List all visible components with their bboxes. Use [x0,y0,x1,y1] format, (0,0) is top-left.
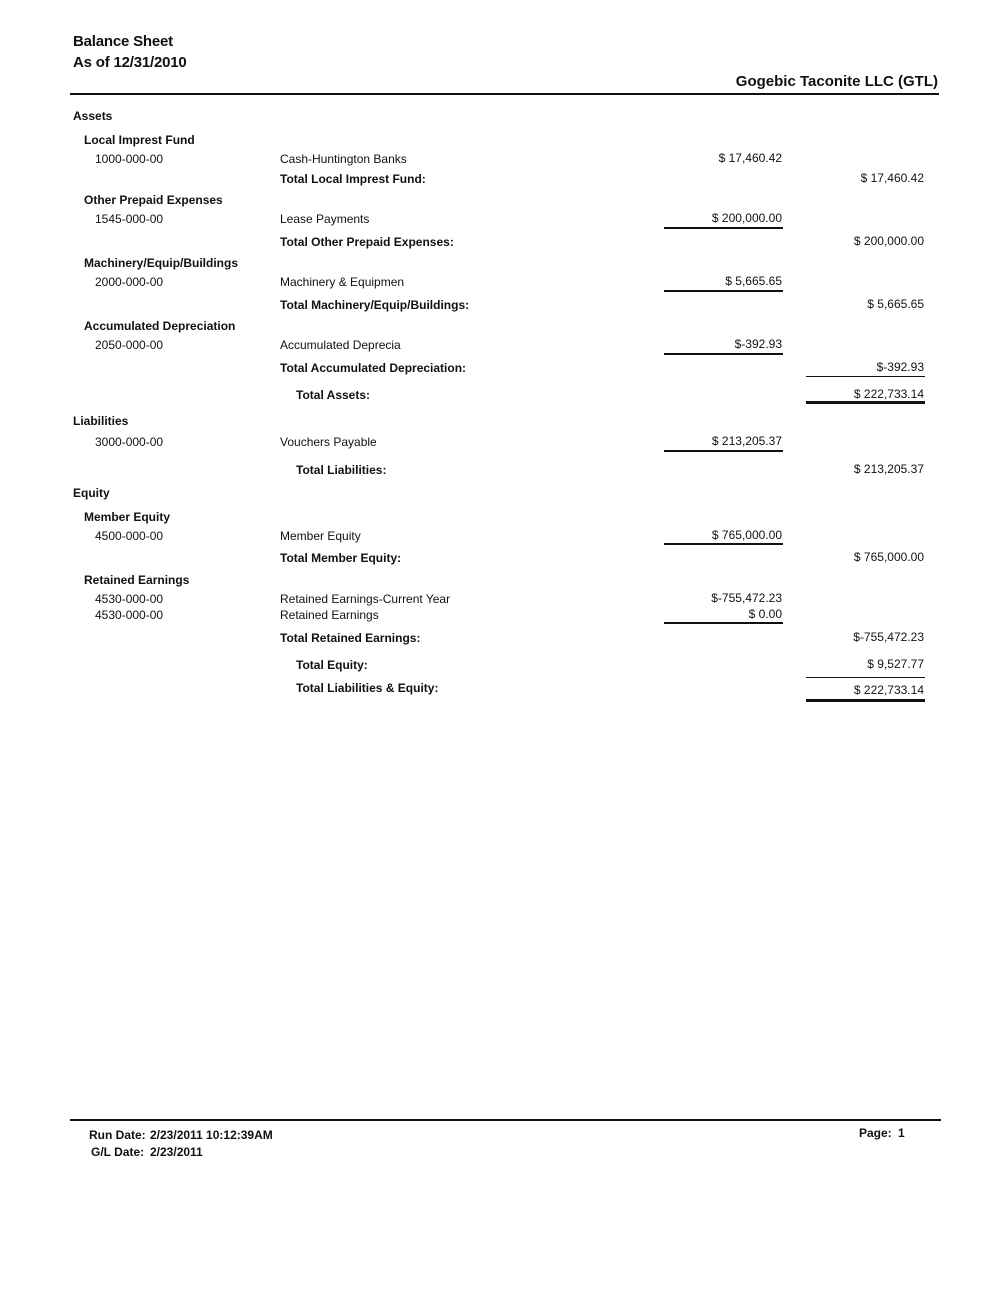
subtotal-rule [664,227,783,229]
header-rule [70,93,939,95]
total-label: Total Other Prepaid Expenses: [280,235,454,249]
total-liabilities-equity: $ 222,733.14 [853,683,924,697]
double-rule [806,401,925,404]
account-description: Lease Payments [280,212,370,226]
gl-date-label: G/L Date: [91,1145,145,1159]
account-number: 2050-000-00 [95,338,164,352]
report-date: As of 12/31/2010 [73,54,187,71]
account-number: 3000-000-00 [95,435,164,449]
double-rule [806,699,925,702]
account-amount: $ 0.00 [748,607,782,621]
group-member-equity: Member Equity [84,510,171,524]
total-label: Total Accumulated Depreciation: [280,361,467,375]
group-total: $ 5,665.65 [867,297,924,311]
total-liabilities-equity-label: Total Liabilities & Equity: [296,681,439,695]
account-amount: $ 17,460.42 [718,151,782,165]
group-total: $ 200,000.00 [853,234,924,248]
group-total: $ 17,460.42 [860,171,924,185]
group-machinery: Machinery/Equip/Buildings [84,256,239,270]
total-label: Total Machinery/Equip/Buildings: [280,298,470,312]
group-retained-earnings: Retained Earnings [84,573,190,587]
group-prepaid: Other Prepaid Expenses [84,193,223,207]
account-number: 4530-000-00 [95,608,164,622]
gl-date: 2/23/2011 [150,1145,203,1159]
account-description: Accumulated Deprecia [280,338,401,352]
account-description: Retained Earnings [280,608,379,622]
subtotal-rule [664,290,783,292]
run-date-label: Run Date: [89,1128,146,1142]
subtotal-rule [664,450,783,452]
total-equity-label: Total Equity: [296,658,368,672]
subtotal-rule [664,543,783,545]
account-number: 4530-000-00 [95,592,164,606]
account-number: 1000-000-00 [95,152,164,166]
liabilities-heading: Liabilities [73,414,129,428]
account-description: Cash-Huntington Banks [280,152,407,166]
group-total: $-755,472.23 [853,630,924,644]
account-amount: $ 200,000.00 [711,211,782,225]
account-number: 1545-000-00 [95,212,164,226]
total-rule [806,677,925,678]
account-number: 4500-000-00 [95,529,164,543]
account-amount: $ 213,205.37 [711,434,782,448]
total-label: Total Local Imprest Fund: [280,172,426,186]
account-amount: $ 5,665.65 [725,274,782,288]
footer-rule [70,1119,941,1121]
total-equity: $ 9,527.77 [867,657,924,671]
account-number: 2000-000-00 [95,275,164,289]
total-assets-label: Total Assets: [296,388,371,402]
account-amount: $ 765,000.00 [711,528,782,542]
account-description: Member Equity [280,529,361,543]
page-number: 1 [898,1126,905,1140]
account-description: Retained Earnings-Current Year [280,592,451,606]
account-description: Vouchers Payable [280,435,377,449]
group-total: $-392.93 [876,360,924,374]
total-label: Total Member Equity: [280,551,402,565]
group-total: $ 765,000.00 [853,550,924,564]
account-description: Machinery & Equipmen [280,275,405,289]
total-label: Total Retained Earnings: [280,631,421,645]
account-amount: $-755,472.23 [711,591,782,605]
group-local-imprest: Local Imprest Fund [84,133,195,147]
company-name: Gogebic Taconite LLC (GTL) [735,73,938,90]
run-date: 2/23/2011 10:12:39AM [150,1128,273,1142]
total-liabilities: $ 213,205.37 [853,462,924,476]
group-depreciation: Accumulated Depreciation [84,319,236,333]
equity-heading: Equity [73,486,110,500]
total-rule [806,376,925,377]
total-liabilities-label: Total Liabilities: [296,463,387,477]
subtotal-rule [664,353,783,355]
assets-heading: Assets [73,109,113,123]
subtotal-rule [664,622,783,624]
total-assets: $ 222,733.14 [853,387,924,401]
account-amount: $-392.93 [734,337,782,351]
page-label: Page: [859,1126,892,1140]
report-title: Balance Sheet [73,33,173,50]
